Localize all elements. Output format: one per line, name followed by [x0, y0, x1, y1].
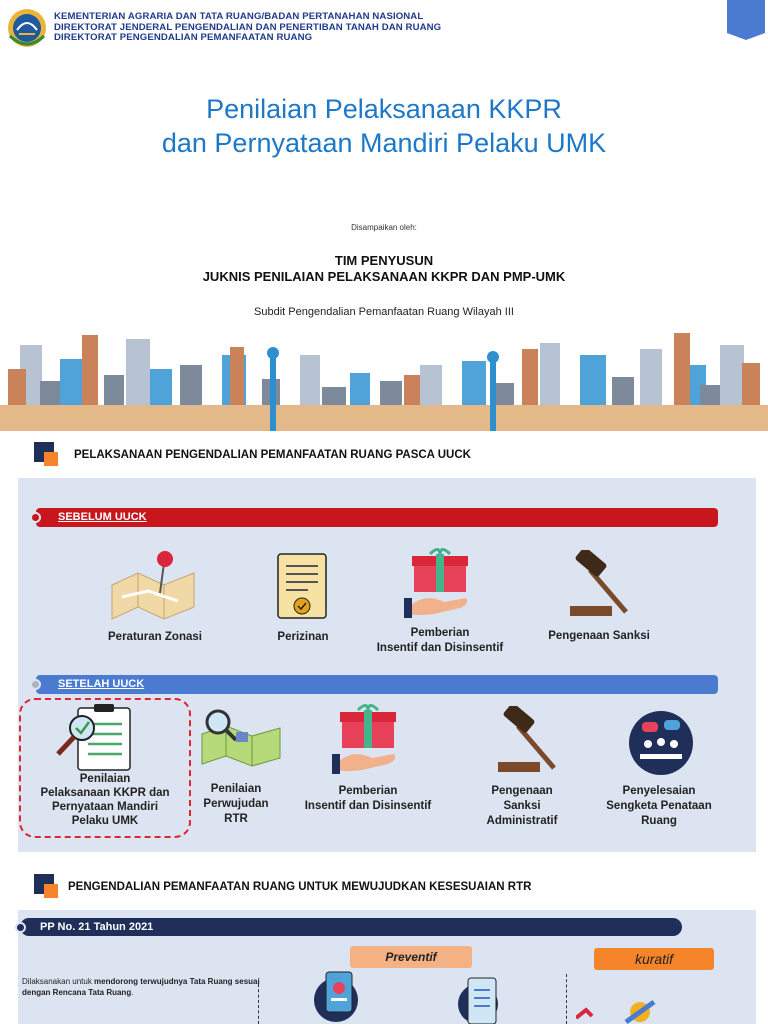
regulation-description	[22, 976, 260, 998]
after-item-3-line-2: Insentif dan Disinsentif	[304, 800, 432, 812]
title-line-1: Penilaian Pelaksanaan KKPR	[206, 94, 562, 124]
description-suffix: .	[131, 988, 134, 997]
before-item-3-line-2: Insentif dan Disinsentif	[376, 642, 504, 654]
divider-line	[258, 984, 259, 1024]
after-item-4	[470, 784, 574, 829]
team-line-1: TIM PENYUSUN	[334, 253, 434, 268]
after-item-4-line-2: Sanksi	[503, 800, 541, 812]
ministry-line-1: KEMENTERIAN AGRARIA DAN TATA RUANG/BADAN PERTANAHAN NASIONAL	[54, 11, 424, 22]
map-magnifier-icon	[196, 708, 282, 768]
section-icon	[34, 874, 60, 900]
team-line-2: JUKNIS PENILAIAN PELAKSANAAN KKPR DAN PMP-UMK	[202, 269, 566, 284]
preventive-label: Preventif	[350, 946, 472, 968]
ministry-line-2: DIREKTORAT JENDERAL PENGENDALIAN DAN PENERTIBAN TANAH DAN RUANG	[54, 21, 442, 33]
description-prefix: Dilaksanakan untuk	[22, 977, 95, 986]
after-item-3-line-1: Pemberian	[338, 785, 398, 797]
after-uuck-bar: SETELAH UUCK	[36, 675, 718, 694]
gavel-icon	[564, 550, 634, 620]
before-item-1: Peraturan Zonasi	[108, 631, 202, 643]
regulation-bar: PP No. 21 Tahun 2021	[20, 918, 682, 936]
id-badge-icon	[312, 966, 362, 1024]
divider-line	[566, 974, 567, 1024]
after-item-2-line-1: Penilaian	[210, 783, 262, 795]
dispute-meeting-icon	[628, 710, 694, 776]
before-item-4: Pengenaan Sanksi	[548, 630, 650, 642]
after-item-3	[290, 784, 446, 814]
description-emphasis: mendorong terwujudnya Tata Ruang sesuai dengan Rencana Tata Ruang	[22, 977, 260, 997]
bookmark-icon	[727, 0, 765, 40]
before-item-3	[362, 626, 518, 656]
before-item-2: Perizinan	[277, 631, 329, 643]
gavel-icon	[492, 706, 562, 776]
tools-icon	[576, 996, 676, 1024]
after-item-2-line-2: Perwujudan	[203, 798, 269, 810]
gift-hand-icon	[332, 704, 402, 776]
after-item-4-line-1: Pengenaan	[491, 785, 553, 797]
after-item-1-line-1: Penilaian	[79, 773, 131, 785]
ministry-header	[54, 12, 441, 44]
gift-hand-icon	[404, 548, 474, 620]
title-line-2: dan Pernyataan Mandiri Pelaku UMK	[161, 128, 607, 158]
checklist-icon	[458, 974, 506, 1024]
before-bullet	[30, 512, 41, 523]
assessment-clipboard-icon	[54, 704, 134, 772]
after-item-1-line-3: Pernyataan Mandiri	[51, 801, 159, 813]
section-icon	[34, 442, 60, 468]
after-item-5-line-3: Ruang	[641, 815, 677, 827]
before-item-3-line-1: Pemberian	[410, 627, 470, 639]
before-uuck-bar: SEBELUM UUCK	[36, 508, 718, 527]
after-bullet	[30, 679, 41, 690]
after-item-5-line-2: Sengketa Penataan	[606, 800, 712, 812]
city-skyline-illustration	[0, 325, 768, 431]
after-item-1-line-2: Pelaksanaan KKPR dan	[40, 787, 170, 799]
ministry-line-3: DIREKTORAT PENGENDALIAN PEMANFAATAN RUANG	[54, 32, 313, 43]
permit-document-icon	[274, 552, 330, 622]
page-title	[0, 92, 768, 160]
ministry-logo	[4, 6, 50, 52]
section-1-heading: PELAKSANAAN PENGENDALIAN PEMANFAATAN RUANG PASCA UUCK	[74, 449, 471, 461]
presented-by: Disampaikan oleh:	[351, 223, 417, 232]
team-heading	[0, 253, 768, 285]
after-item-2	[190, 782, 282, 827]
curative-label: kuratif	[594, 948, 714, 970]
after-item-2-line-3: RTR	[224, 813, 248, 825]
zoning-map-icon	[108, 545, 198, 625]
section-2-heading: PENGENDALIAN PEMANFAATAN RUANG UNTUK MEWUJUDKAN KESESUAIAN RTR	[68, 881, 532, 893]
after-item-5	[594, 784, 724, 829]
after-item-5-line-1: Penyelesaian	[622, 785, 696, 797]
subdit-label: Subdit Pengendalian Pemanfaatan Ruang Wilayah III	[254, 306, 514, 318]
after-item-4-line-3: Administratif	[486, 815, 558, 827]
after-item-1-line-4: Pelaku UMK	[71, 815, 139, 827]
regulation-bullet	[15, 922, 26, 933]
after-item-1	[24, 772, 186, 828]
